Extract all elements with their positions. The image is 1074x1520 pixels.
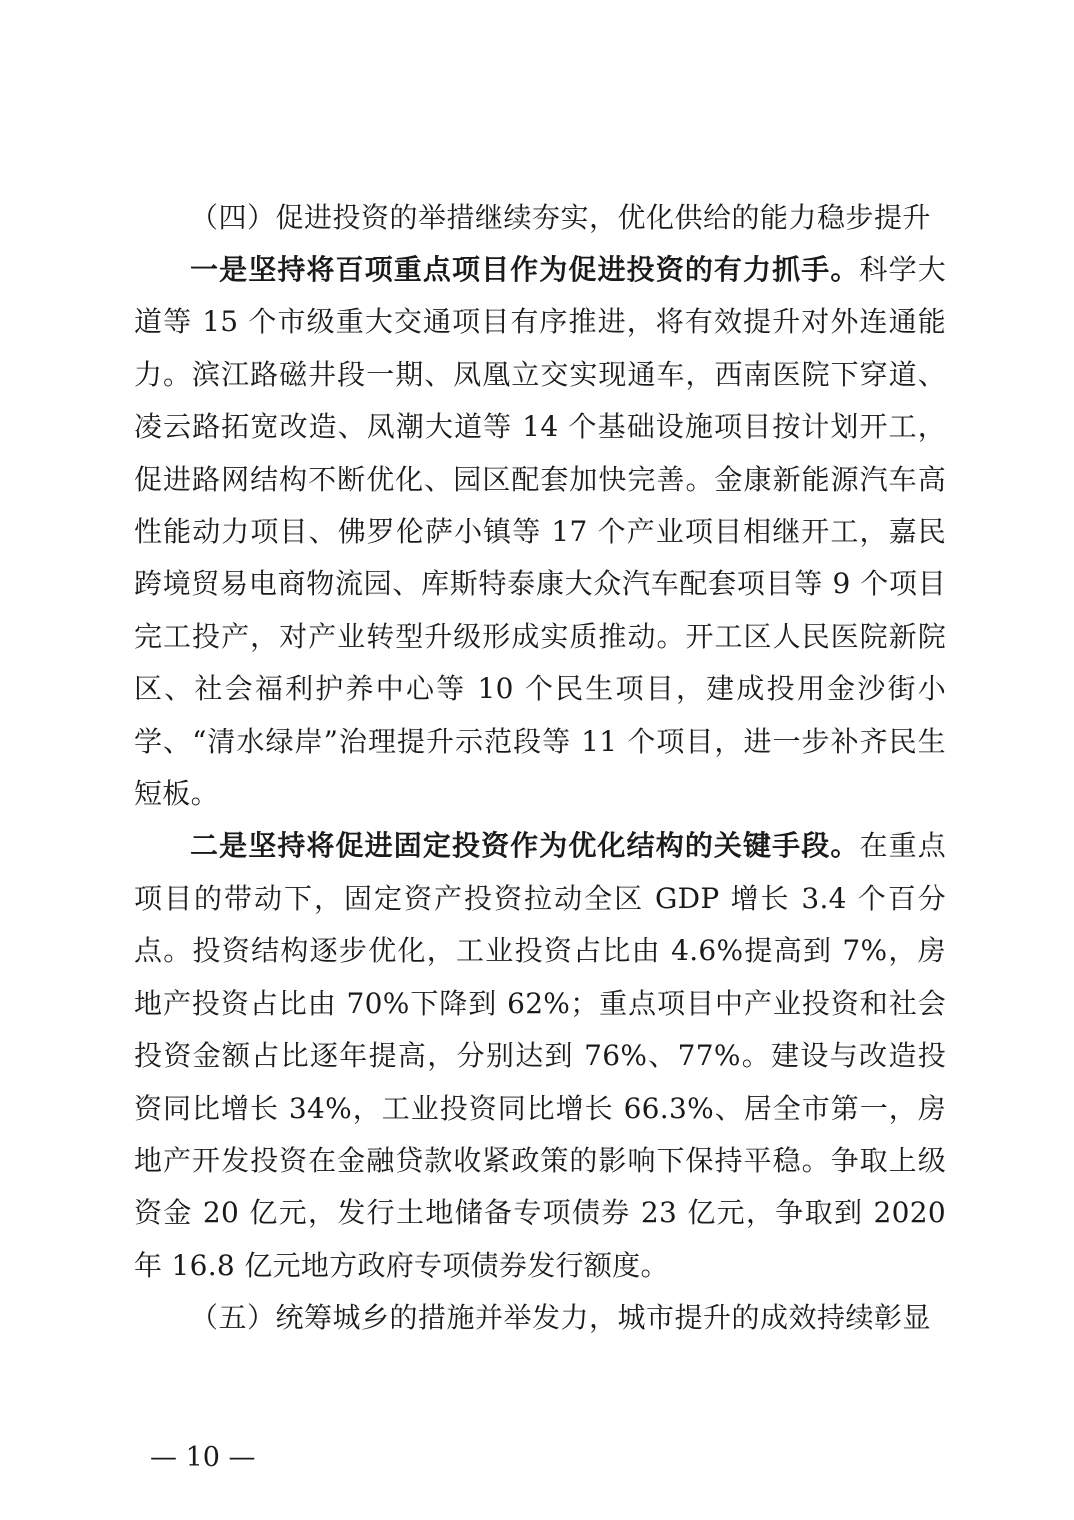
- paragraph-2: [134, 820, 946, 1292]
- section-heading-4: （四）促进投资的举措继续夯实，优化供给的能力稳步提升: [190, 201, 932, 234]
- paragraph-1-lead: 一是坚持将百项重点项目作为促进投资的有力抓手。: [190, 253, 860, 286]
- paragraph-1: [134, 244, 946, 820]
- section-heading-5: （五）统筹城乡的措施并举发力，城市提升的成效持续彰显: [190, 1301, 932, 1335]
- paragraph-1-body: 科学大道等 15 个市级重大交通项目有序推进，将有效提升对外连通能力。滨江路磁井段一期、凤凰立交实现通车，西南医院下穿道、凌云路拓宽改造、凤潮大道等 14 个基础设施项目按计划开工，促进路网结构不断优化、园区配套加快完善。金康新能源汽车高性能动力项目、佛罗伦萨小镇等 17 个产业项目相继开工，嘉民跨境贸易电商物流园、库斯特泰康大众汽车配套项目等 9 个项目完工投产，对产业转型升级形成实质推动。开工区人民医院新院区、社会福利护养中心等 10 个民生项目，建成投用金沙街小学、“清水绿岸”治理提升示范段等 11 个项目，进一步补齐民生短板。: [134, 253, 946, 811]
- paragraph-2-lead: 二是坚持将促进固定投资作为优化结构的关键手段。: [190, 829, 860, 863]
- page-number: — 10 —: [150, 1442, 256, 1473]
- paragraph-2-body: 在重点项目的带动下，固定资产投资拉动全区 GDP 增长 3.4 个百分点。投资结构逐步优化，工业投资占比由 4.6%提高到 7%，房地产投资占比由 70%下降到 62%；重点项目中产业投资和社会投资金额占比逐年提高，分别达到 76%、77%。建设与改造投资同比增长 34%，工业投资同比增长 66.3%、居全市第一，房地产开发投资在金融贷款收紧政策的影响下保持平稳。争取上级资金 20 亿元，发行土地储备专项债券 23 亿元，争取到 2020 年 16.8 亿元地方政府专项债券发行额度。: [134, 829, 946, 1282]
- document-body: [134, 192, 946, 1344]
